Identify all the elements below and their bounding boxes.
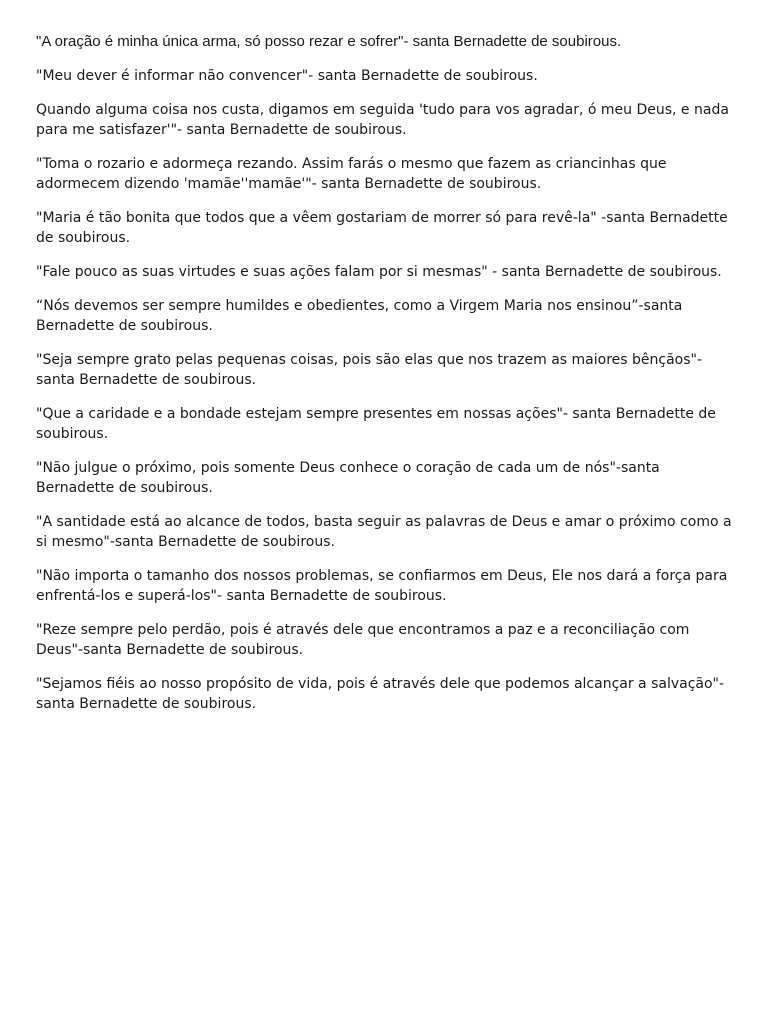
quote-paragraph: "Reze sempre pelo perdão, pois é através dele que encontramos a paz e a reconciliação com Deus"-santa Bernadette de soubirous. <box>36 622 690 658</box>
quote-paragraph: "Toma o rozario e adormeça rezando. Assim farás o mesmo que fazem as criancinhas que adormecem dizendo 'mamãe''mamãe'"- santa Bernadette de soubirous. <box>36 156 667 192</box>
quote-paragraph: "Meu dever é informar não convencer"- santa Bernadette de soubirous. <box>36 68 538 84</box>
quote-paragraph: "Seja sempre grato pelas pequenas coisas, pois são elas que nos trazem as maiores bênçãos"- santa Bernadette de soubirous. <box>36 352 703 388</box>
document-page <box>36 32 736 728</box>
quote-paragraph: “Nós devemos ser sempre humildes e obedientes, como a Virgem Maria nos ensinou”-santa Bernadette de soubirous. <box>36 298 683 334</box>
quote-paragraph: "A santidade está ao alcance de todos, basta seguir as palavras de Deus e amar o próximo como a si mesmo"-santa Bernadette de soubirous. <box>36 514 732 550</box>
quote-paragraph: "Sejamos fiéis ao nosso propósito de vida, pois é através dele que podemos alcançar a salvação"- santa Bernadette de soubirous. <box>36 676 725 712</box>
quote-paragraph: "Que a caridade e a bondade estejam sempre presentes em nossas ações"- santa Bernadette de soubirous. <box>36 406 716 442</box>
quote-paragraph: "Não importa o tamanho dos nossos problemas, se confiarmos em Deus, Ele nos dará a força para enfrentá-los e superá-los"- santa Bernadette de soubirous. <box>36 568 728 604</box>
quote-paragraph: "A oração é minha única arma, só posso rezar e sofrer"- santa Bernadette de soubirous. <box>36 33 622 50</box>
quote-paragraph: "Não julgue o próximo, pois somente Deus conhece o coração de cada um de nós"-santa Bernadette de soubirous. <box>36 460 660 496</box>
quote-paragraph: Quando alguma coisa nos custa, digamos em seguida 'tudo para vos agradar, ó meu Deus, e nada para me satisfazer'"- santa Bernadette de soubirous. <box>36 102 729 138</box>
quote-paragraph: "Fale pouco as suas virtudes e suas ações falam por si mesmas" - santa Bernadette de soubirous. <box>36 264 722 280</box>
quote-paragraph: "Maria é tão bonita que todos que a vêem gostariam de morrer só para revê-la" -santa Bernadette de soubirous. <box>36 210 728 246</box>
